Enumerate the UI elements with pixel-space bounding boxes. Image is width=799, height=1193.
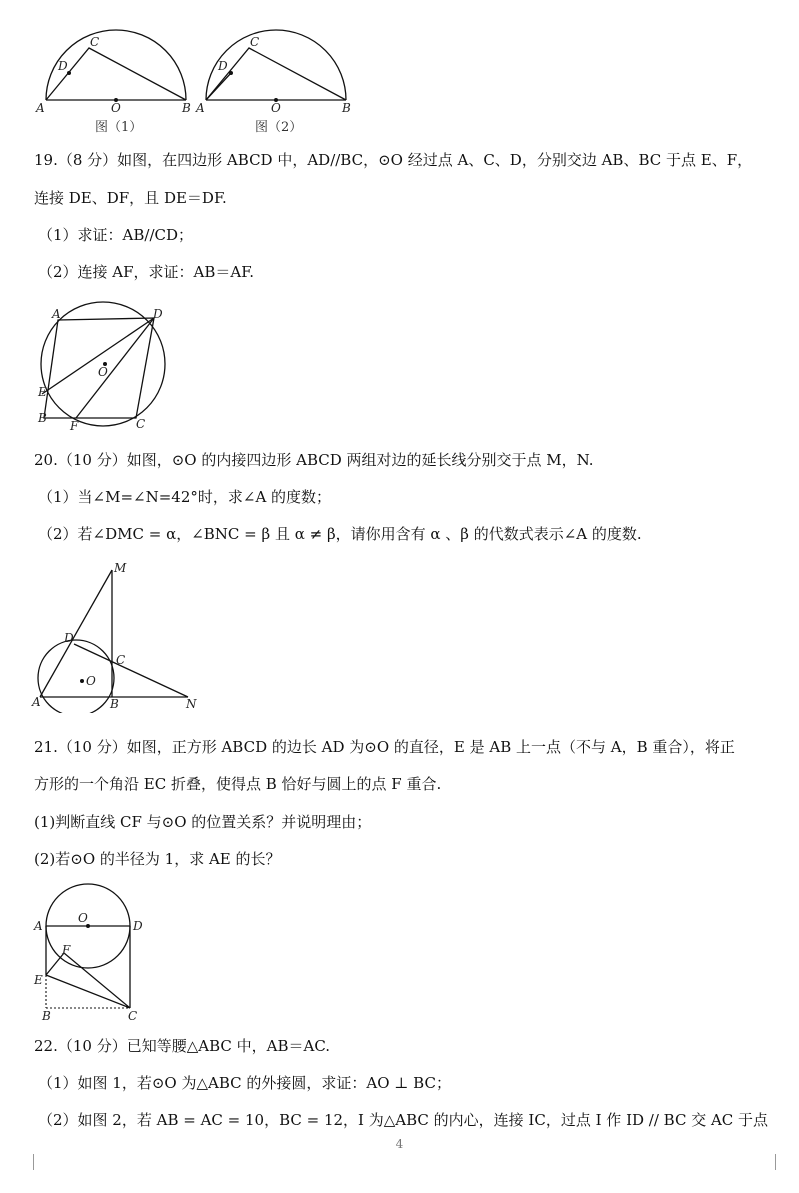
q21-part2: (2)若⊙O 的半径为 1，求 AE 的长？	[34, 850, 281, 868]
q20-line1: 20.（10 分）如图，⊙O 的内接四边形 ABCD 两组对边的延长线分别交于点 M，N.	[34, 451, 594, 469]
fig21-label-a: A	[34, 919, 43, 933]
fig1-label-a: A	[36, 101, 45, 115]
fig20-label-b: B	[110, 697, 119, 711]
fig1-label-d: D	[58, 59, 68, 73]
fig20-label-a: A	[32, 695, 41, 709]
fig21-label-d: D	[133, 919, 143, 933]
fig20-label-n: N	[186, 697, 197, 711]
fig1-label-o: O	[111, 101, 121, 115]
fig21-label-f: F	[62, 943, 71, 957]
q20-part1: （1）当∠M=∠N=42°时，求∠A 的度数；	[38, 488, 332, 506]
figure-20	[30, 558, 210, 713]
fig1-label-c: C	[90, 35, 100, 49]
fig20-label-o: O	[86, 674, 96, 688]
q20-part2: （2）若∠DMC = α，∠BNC = β 且 α ≠ β，请你用含有 α 、β 的代数式表示∠A 的度数.	[38, 525, 642, 543]
q21-line2: 方形的一个角沿 EC 折叠，使得点 B 恰好与圆上的点 F 重合.	[34, 775, 442, 793]
fig20-label-d: D	[64, 631, 74, 645]
figure-18-semicircles	[30, 28, 360, 136]
q22-part1: （1）如图 1，若⊙O 为△ABC 的外接圆，求证：AO ⊥ BC；	[38, 1074, 451, 1092]
fig19-label-e: E	[38, 385, 47, 399]
fig19-label-f: F	[70, 419, 79, 433]
figure-1-caption: 图（1）	[95, 120, 143, 135]
fig20-label-c: C	[116, 653, 126, 667]
q21-part1: (1)判断直线 CF 与⊙O 的位置关系？并说明理由；	[34, 813, 372, 831]
q21-line1: 21.（10 分）如图，正方形 ABCD 的边长 AD 为⊙O 的直径，E 是 AB 上一点（不与 A，B 重合），将正	[34, 738, 735, 756]
page-number: 4	[395, 1137, 404, 1151]
figure-19	[30, 296, 180, 436]
fig19-label-a: A	[52, 307, 61, 321]
fig1-label-b: B	[182, 101, 191, 115]
fig21-label-c: C	[128, 1009, 138, 1023]
fig21-label-e: E	[34, 973, 43, 987]
fig2-label-a: A	[196, 101, 205, 115]
fig2-label-o: O	[271, 101, 281, 115]
q19-line2: 连接 DE、DF，且 DE＝DF.	[34, 189, 227, 207]
fig21-label-b: B	[42, 1009, 51, 1023]
fig2-label-c: C	[250, 35, 260, 49]
figure-1	[35, 30, 191, 115]
fig19-label-o: O	[98, 365, 108, 379]
fig20-label-m: M	[114, 561, 127, 575]
q19-line1: 19.（8 分）如图，在四边形 ABCD 中，AD//BC，⊙O 经过点 A、C、D，分别交边 AB、BC 于点 E、F，	[34, 151, 753, 169]
footer-right-tick	[775, 1154, 776, 1170]
fig19-label-b: B	[38, 411, 47, 425]
q22-part2: （2）如图 2，若 AB = AC = 10，BC = 12，I 为△ABC 的内心，连接 IC，过点 I 作 ID // BC 交 AC 于点	[38, 1111, 769, 1129]
figure-2	[195, 30, 351, 115]
fig19-label-d: D	[153, 307, 163, 321]
q22-line1: 22.（10 分）已知等腰△ABC 中，AB＝AC.	[34, 1037, 331, 1055]
fig2-label-d: D	[218, 59, 228, 73]
q19-part1: （1）求证：AB//CD；	[38, 226, 194, 244]
figure-2-caption: 图（2）	[255, 120, 303, 135]
q19-part2: （2）连接 AF，求证：AB＝AF.	[38, 263, 255, 281]
fig19-label-c: C	[136, 417, 146, 431]
figure-21	[30, 880, 160, 1025]
footer-left-tick	[33, 1154, 34, 1170]
fig2-label-b: B	[342, 101, 351, 115]
fig21-label-o: O	[78, 911, 88, 925]
